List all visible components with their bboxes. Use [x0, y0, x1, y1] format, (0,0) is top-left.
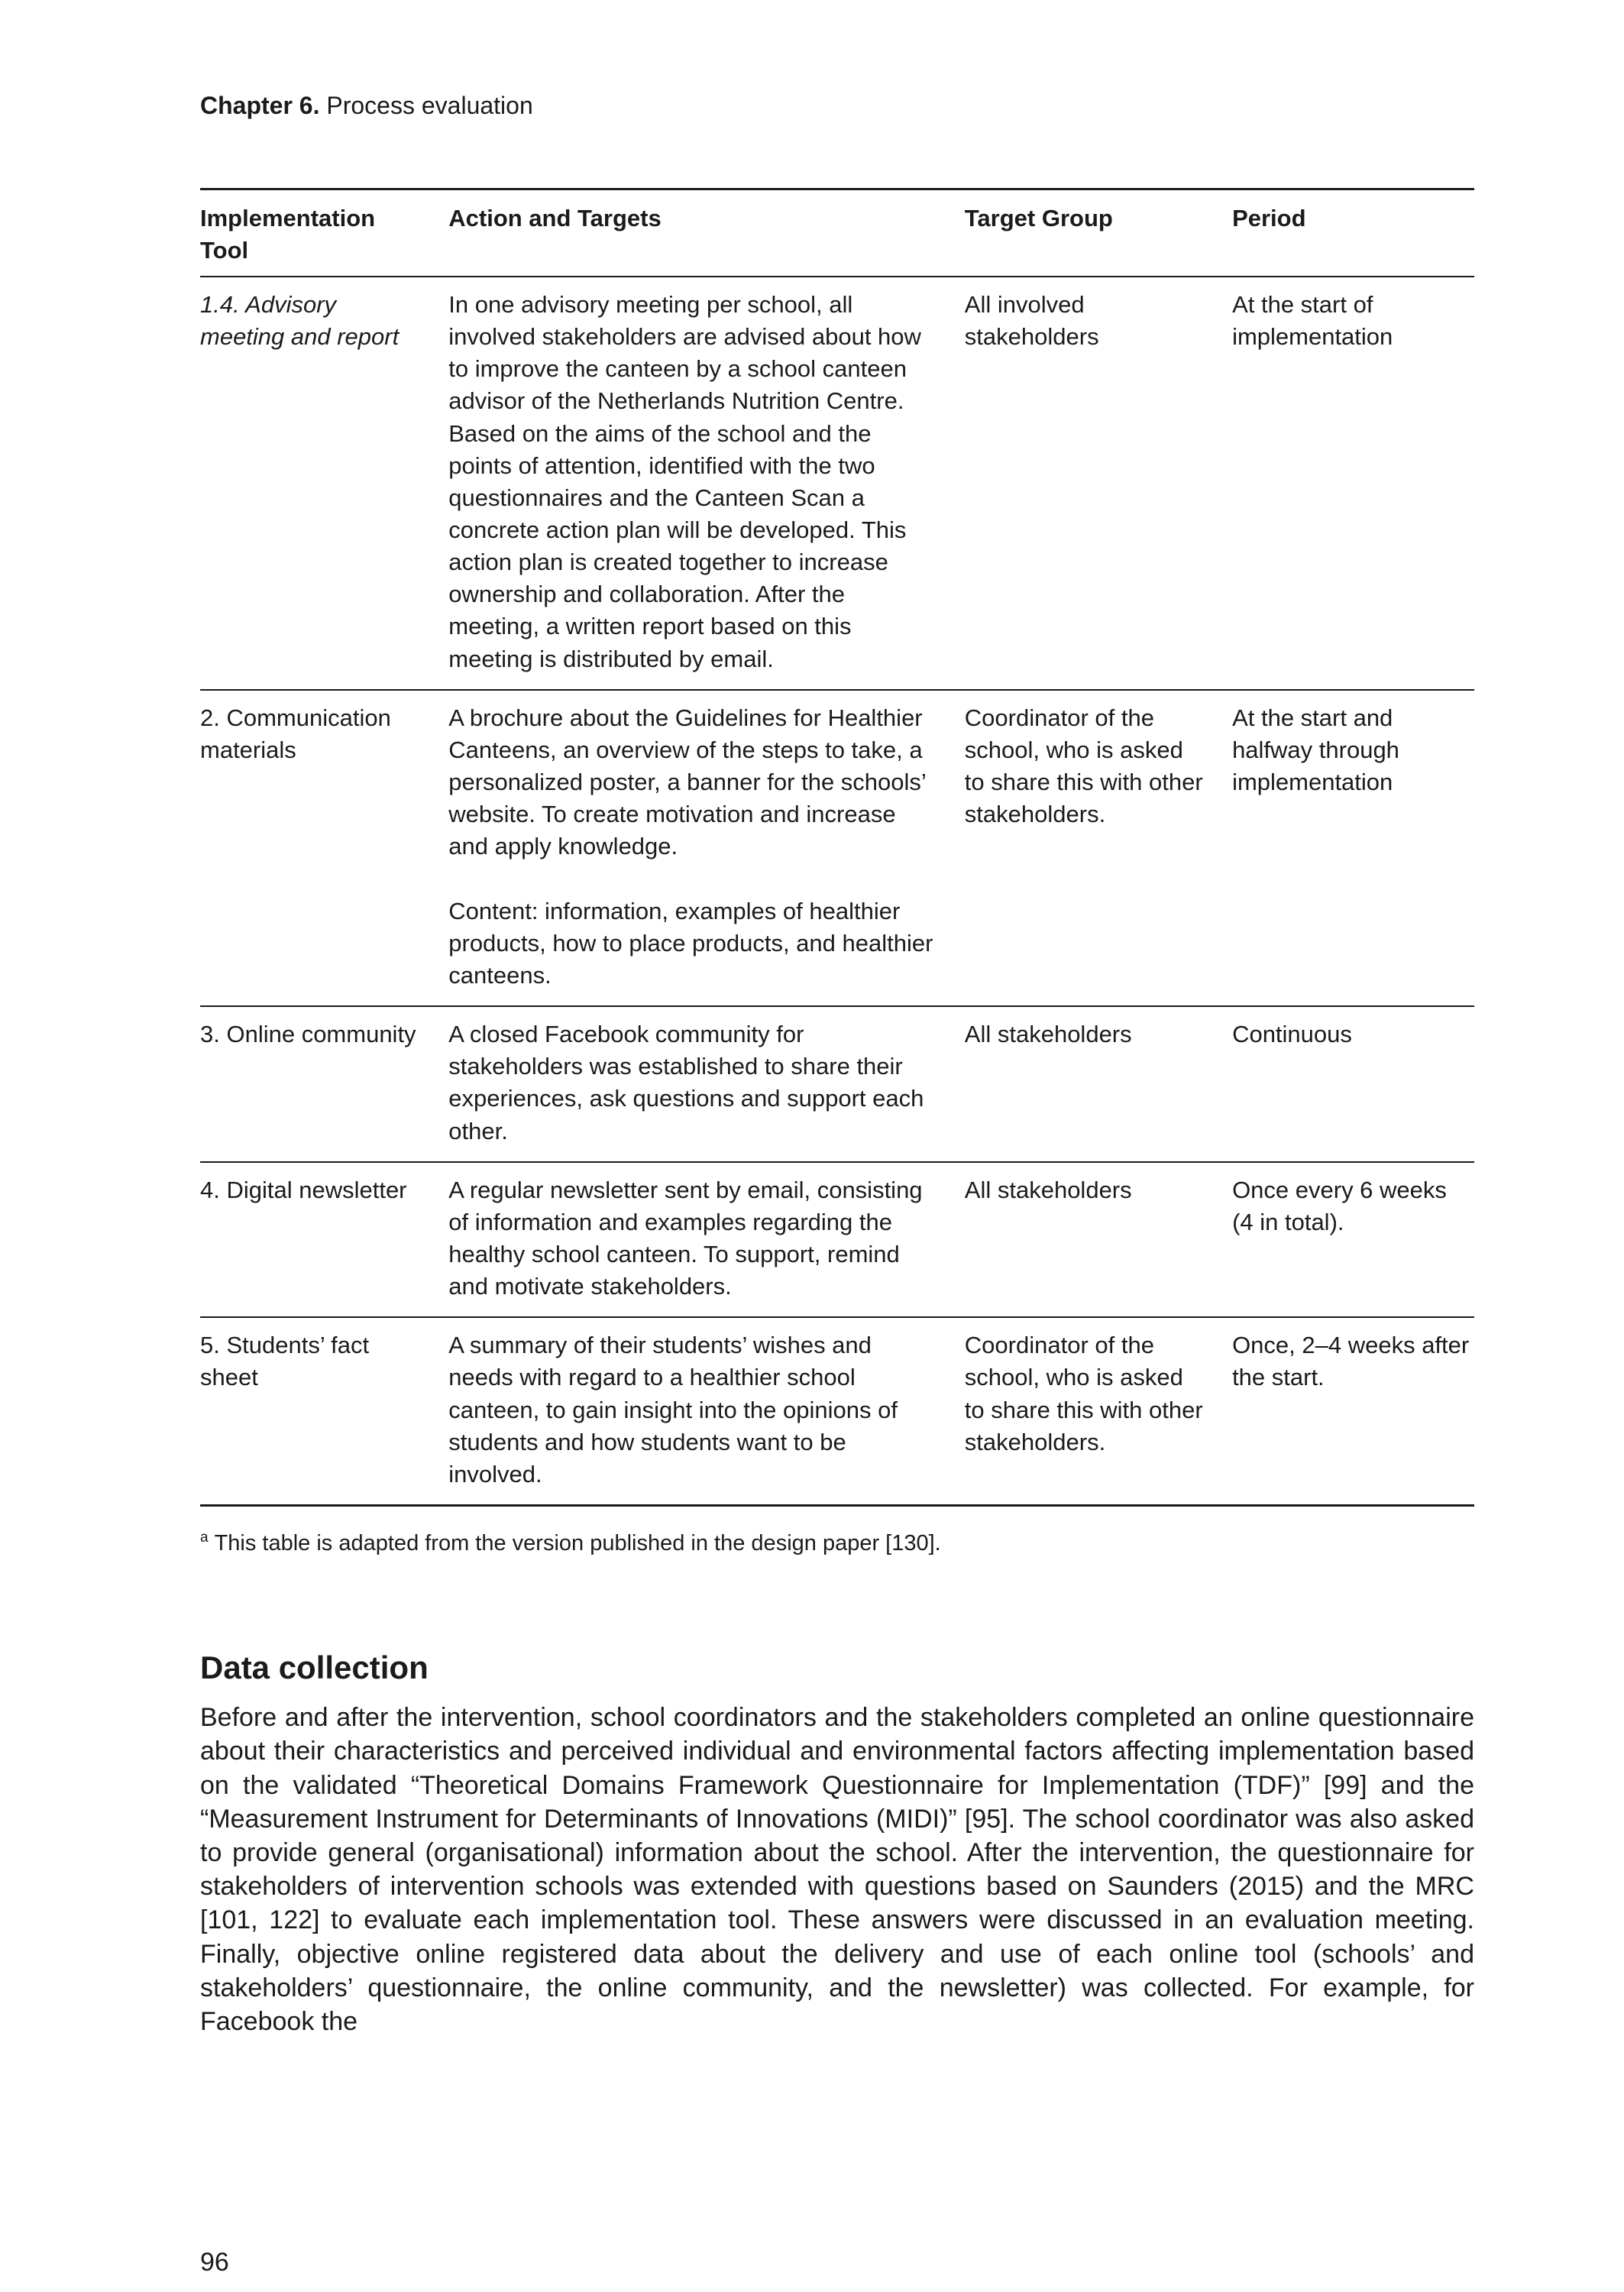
table-row [200, 1317, 1474, 1505]
chapter-title: Process evaluation [326, 92, 533, 119]
section-heading: Data collection [200, 1649, 429, 1685]
cell-tool: 5. Students’ fact sheet [200, 1317, 448, 1505]
action-content-paragraph: Content: information, examples of healthier products, how to place products, and healthier canteens. [448, 897, 933, 989]
action-paragraph: A brochure about the Guidelines for Healthier Canteens, an overview of the steps to take, a personalized poster, a banner for the schools’ website. To create motivation and increase and apply knowledge. [448, 704, 926, 860]
table-row [200, 1006, 1474, 1162]
cell-period: At the start of implementation [1232, 277, 1474, 690]
cell-tool: 4. Digital newsletter [200, 1162, 448, 1318]
cell-action: A regular newsletter sent by email, consisting of information and examples regarding the healthy school canteen. To support, remind and motivate stakeholders. [448, 1162, 965, 1318]
cell-tool: 3. Online community [200, 1006, 448, 1162]
footnote-text: This table is adapted from the version published in the design paper [130]. [214, 1530, 941, 1556]
cell-target-group: All involved stakeholders [965, 277, 1232, 690]
cell-period: At the start and halfway through implementation [1232, 690, 1474, 1006]
table-row [200, 277, 1474, 690]
table-row [200, 1162, 1474, 1318]
cell-period: Once every 6 weeks (4 in total). [1232, 1162, 1474, 1318]
cell-tool: 1.4. Advisory meeting and report [200, 277, 448, 690]
table-footnote [200, 1528, 1474, 1559]
footnote-marker: a [200, 1530, 209, 1546]
chapter-label: Chapter 6. [200, 92, 320, 119]
col-header-implementation-tool: Implementation Tool [200, 189, 448, 277]
chapter-header [200, 90, 1474, 122]
table-header-row [200, 189, 1474, 277]
cell-action [448, 690, 965, 1006]
cell-target-group: All stakeholders [965, 1162, 1232, 1318]
cell-period: Once, 2–4 weeks after the start. [1232, 1317, 1474, 1505]
page-number: 96 [200, 2248, 229, 2277]
cell-action: A closed Facebook community for stakeholders was established to share their experiences, ask questions and support each other. [448, 1006, 965, 1162]
cell-action: In one advisory meeting per school, all involved stakeholders are advised about how to improve the canteen by a school canteen advisor of the Netherlands Nutrition Centre. Based on the aims of the school and the points of attention, identified with the two questionnaires and the Canteen Scan a concrete action plan will be developed. This action plan is created together to increase ownership and collaboration. After the meeting, a written report based on this meeting is distributed by email. [448, 277, 965, 690]
cell-action: A summary of their students’ wishes and needs with regard to a healthier school canteen, to gain insight into the opinions of students and how students want to be involved. [448, 1317, 965, 1505]
cell-target-group: Coordinator of the school, who is asked to share this with other stakeholders. [965, 1317, 1232, 1505]
cell-period: Continuous [1232, 1006, 1474, 1162]
implementation-tools-table [200, 188, 1474, 1507]
cell-target-group: All stakeholders [965, 1006, 1232, 1162]
table-row [200, 690, 1474, 1006]
body-paragraph: Before and after the intervention, school coordinators and the stakeholders completed an online questionnaire about their characteristics and perceived individual and environmental factors affecting implementation based on the validated “Theoretical Domains Framework Questionnaire for Implementation (TDF)” [99] and the “Measurement Instrument for Determinants of Innovations (MIDI)” [95]. The school coordinator was also asked to provide general (organisational) information about the school. After the intervention, the questionnaire for stakeholders of intervention schools was extended with questions based on Saunders (2015) and the MRC [101, 122] to evaluate each implementation tool. These answers were discussed in an evaluation meeting. Finally, objective online registered data about the delivery and use of each online tool (schools’ and stakeholders’ questionnaire, the online community, and the newsletter) was collected. For example, for Facebook the [200, 1703, 1474, 2036]
col-header-period: Period [1232, 189, 1474, 277]
cell-target-group: Coordinator of the school, who is asked to share this with other stakeholders. [965, 690, 1232, 1006]
cell-tool: 2. Communication materials [200, 690, 448, 1006]
col-header-target-group: Target Group [965, 189, 1232, 277]
col-header-action-and-targets: Action and Targets [448, 189, 965, 277]
